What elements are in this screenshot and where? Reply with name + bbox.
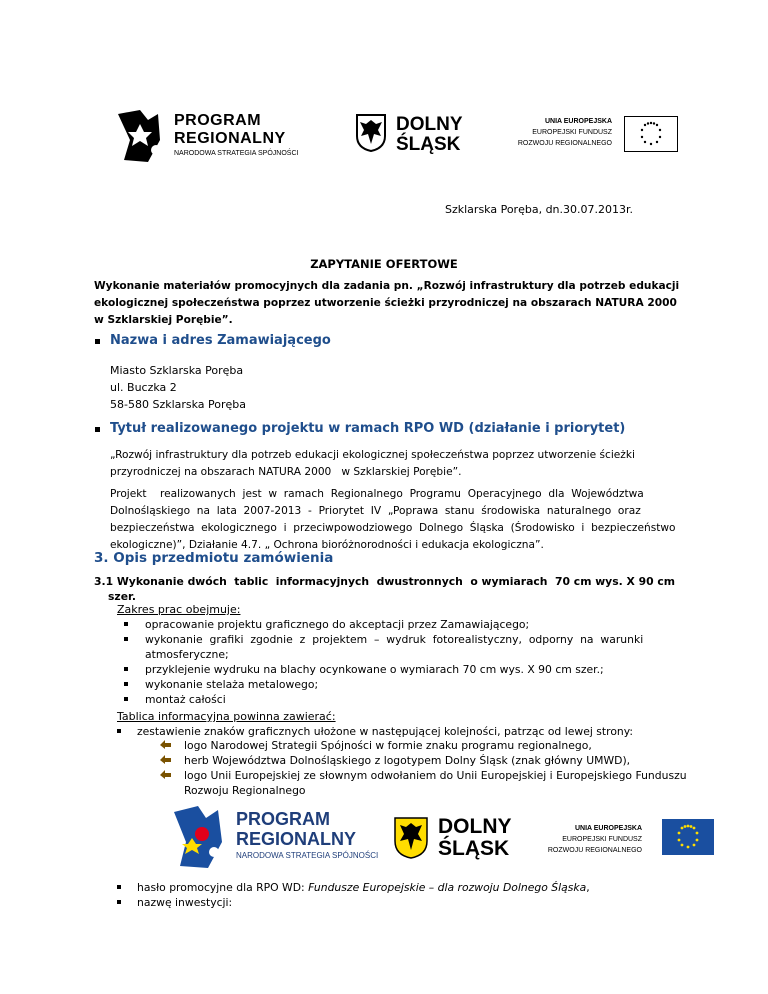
slogan-item — [137, 880, 590, 895]
section2-bullet — [95, 427, 100, 432]
eu-flag-outline-icon — [624, 116, 678, 152]
dolny-line1: DOLNY — [396, 114, 463, 135]
dolny-slask-logo — [356, 114, 476, 164]
scope-item-4: wykonanie stelaża metalowego; — [145, 678, 319, 691]
section1-address — [110, 362, 246, 413]
program-regionalny-logo — [118, 108, 318, 168]
logo-item-3-cont: Rozwoju Regionalnego — [184, 784, 306, 797]
scope-item-5: montaż całości — [145, 693, 226, 706]
section2-para2-line-3: bezpieczeństwa ekologicznego i przeciwpowodziowego Dolnego Śląska (Środowisko i bezpieczeństwo — [110, 522, 676, 534]
program-star-emblem-icon — [118, 110, 166, 162]
scope-bullet-1 — [124, 622, 128, 626]
color-program-line3: NARODOWA STRATEGIA SPÓJNOŚCI — [236, 851, 379, 860]
board-bullet-1 — [117, 729, 121, 733]
color-program-line1: PROGRAM — [236, 809, 330, 829]
scope-bullet-4 — [124, 682, 128, 686]
arrow-bullet-3-icon — [160, 769, 172, 779]
section2-para2 — [110, 486, 676, 554]
section1-bullet — [95, 339, 100, 344]
subject-line-2: ekologicznej społeczeństwa poprzez utworzenie ścieżki przyrodniczej na obszarach NATURA 2000 — [94, 297, 677, 309]
color-dolny-line2: ŚLĄSK — [438, 837, 510, 860]
eu-logo — [514, 116, 678, 160]
color-logo-bar — [166, 799, 730, 877]
scope-item-1: opracowanie projektu graficznego do akceptacji przez Zamawiającego; — [145, 618, 530, 631]
color-eu-line2: EUROPEJSKI FUNDUSZ — [562, 836, 642, 843]
color-program-line2: REGIONALNY — [236, 829, 357, 849]
arrow-bullet-2-icon — [160, 754, 172, 764]
section2-para1-line-1: „Rozwój infrastruktury dla potrzeb edukacji ekologicznej społeczeństwa poprzez utworzenie ścieżki — [110, 449, 635, 461]
scope-bullet-5 — [124, 697, 128, 701]
scope-item-2: wykonanie grafiki zgodnie z projektem – wydruk fotorealistyczny, odporny na warunki — [145, 633, 644, 646]
board-label: Tablica informacyjna powinna zawierać: — [117, 710, 336, 723]
investment-name-item: nazwę inwestycji: — [137, 896, 233, 909]
section2-para2-line-4: ekologiczne)”, Działanie 4.7. „ Ochrona bioróżnorodności i edukacja ekologiczna”. — [110, 539, 544, 551]
sub1-heading-line-2: szer. — [108, 590, 136, 603]
final-bullet-2 — [117, 900, 121, 904]
section2-para1-line-2: przyrodniczej na obszarach NATURA 2000 w Szklarskiej Porębie”. — [110, 466, 462, 478]
scope-bullet-2 — [124, 637, 128, 641]
logo-item-1: logo Narodowej Strategii Spójności w formie znaku programu regionalnego, — [184, 739, 592, 752]
program-color-emblem-icon — [174, 806, 228, 868]
eu-color-flag-icon — [662, 819, 714, 855]
section2-para1 — [110, 447, 672, 481]
section3-heading: 3. Opis przedmiotu zamówienia — [94, 550, 334, 566]
section1-heading: Nazwa i adres Zamawiającego — [110, 333, 331, 348]
section2-heading: Tytuł realizowanego projektu w ramach RPO WD (działanie i priorytet) — [110, 421, 626, 436]
board-item-1: zestawienie znaków graficznych ułożone w następującej kolejności, patrząc od lewej strony: — [137, 725, 634, 738]
sub1-heading-line-1: 3.1 Wykonanie dwóch tablic informacyjnych dwustronnych o wymiarach 70 cm wys. X 90 cm — [94, 575, 676, 588]
subject-line-3: w Szklarskiej Porębie”. — [94, 314, 233, 326]
program-line3: NARODOWA STRATEGIA SPÓJNOŚCI — [174, 150, 299, 157]
address-line-3: 58-580 Szklarska Poręba — [110, 398, 247, 411]
scope-item-3: przyklejenie wydruku na blachy ocynkowane o wymiarach 70 cm wys. X 90 cm szer.; — [145, 663, 604, 676]
program-line1: PROGRAM — [174, 112, 262, 129]
color-eu-line1: UNIA EUROPEJSKA — [574, 825, 642, 832]
logo-item-3: logo Unii Europejskiej ze słownym odwołaniem do Unii Europejskiej i Europejskiego Funduszu — [184, 769, 687, 782]
eu-line3: ROZWOJU REGIONALNEGO — [517, 140, 612, 147]
slogan-suffix: , — [586, 881, 590, 894]
address-line-2: ul. Buczka 2 — [110, 381, 177, 394]
dolny-color-coat-of-arms-icon — [394, 817, 428, 859]
section2-para2-line-2: Dolnośląskiego na lata 2007-2013 - Priorytet IV „Poprawa stanu środowiska naturalnego oraz — [110, 505, 641, 517]
color-dolny-line1: DOLNY — [438, 815, 512, 838]
subject-line-1: Wykonanie materiałów promocyjnych dla zadania pn. „Rozwój infrastruktury dla potrzeb edukacji — [94, 280, 680, 292]
scope-label: Zakres prac obejmuje: — [117, 603, 241, 616]
arrow-bullet-1-icon — [160, 739, 172, 749]
silesia-eagle-coat-of-arms-icon — [356, 114, 386, 152]
scope-bullet-3 — [124, 667, 128, 671]
logo-item-2: herb Województwa Dolnośląskiego z logotypem Dolny Śląsk (znak główny UMWD), — [184, 754, 631, 767]
subject — [94, 278, 680, 329]
dolny-line2: ŚLĄSK — [396, 134, 461, 155]
address-line-1: Miasto Szklarska Poręba — [110, 364, 244, 377]
final-bullet-1 — [117, 885, 121, 889]
page-title: ZAPYTANIE OFERTOWE — [310, 257, 458, 271]
sub1-heading — [94, 574, 675, 604]
eu-line2: EUROPEJSKI FUNDUSZ — [532, 129, 612, 136]
place-date: Szklarska Poręba, dn.30.07.2013r. — [445, 203, 634, 216]
slogan-italic: Fundusze Europejskie – dla rozwoju Dolnego Śląska — [308, 881, 587, 894]
program-line2: REGIONALNY — [174, 130, 286, 147]
eu-line1: UNIA EUROPEJSKA — [544, 118, 612, 125]
color-eu-line3: ROZWOJU REGIONALNEGO — [547, 847, 642, 854]
section2-para2-line-1: Projekt realizowanych jest w ramach Regionalnego Programu Operacyjnego dla Województwa — [110, 488, 644, 500]
scope-item-2-cont: atmosferyczne; — [145, 648, 229, 661]
slogan-prefix: hasło promocyjne dla RPO WD: — [137, 881, 309, 894]
header-logo-bar — [118, 108, 678, 168]
